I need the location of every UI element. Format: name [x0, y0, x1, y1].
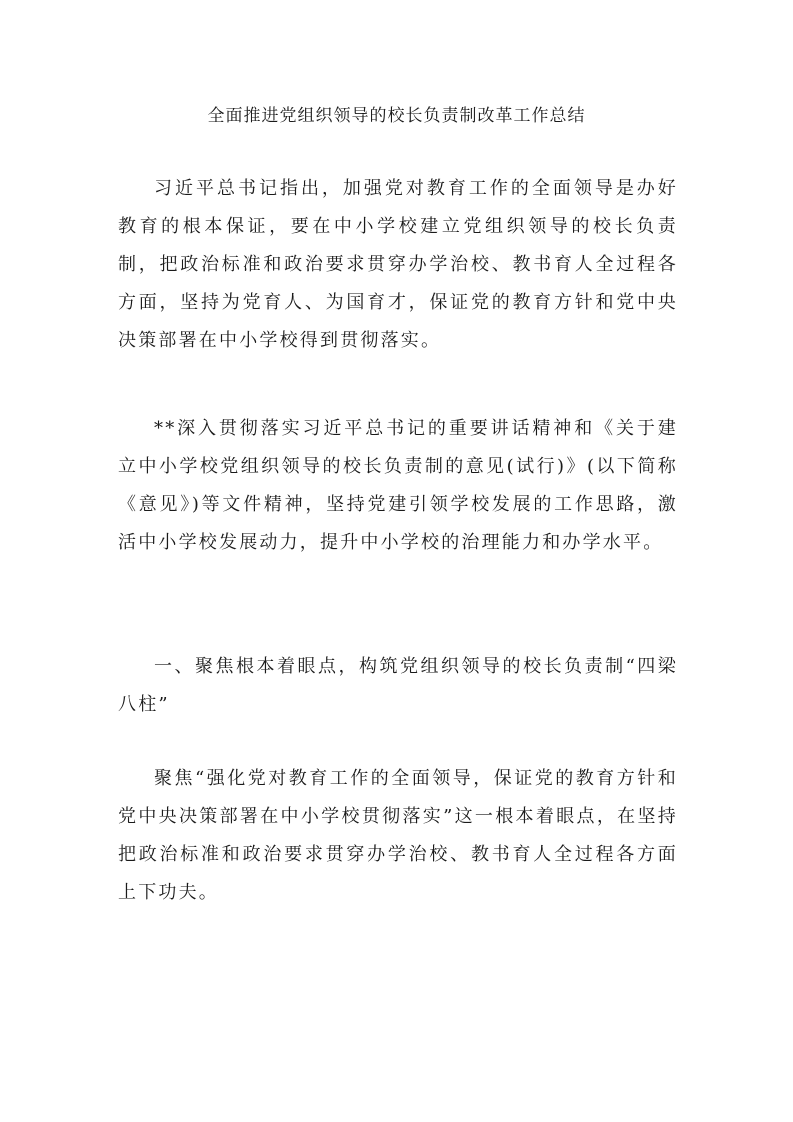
paragraph-implementation: **深入贯彻落实习近平总书记的重要讲话精神和《关于建立中小学校党组织领导的校长负责制的意见(试行)》(以下简称《意见》)等文件精神，坚持党建引领学校发展的工作思路，激活中小学校发展动力，提升中小学校的治理能力和办学水平。 [118, 418, 678, 553]
document-title: 全面推进党组织领导的校长负责制改革工作总结 [207, 106, 586, 126]
section-heading-1: 一、聚焦根本着眼点，构筑党组织领导的校长负责制“四梁八柱” [118, 656, 678, 715]
paragraph-section-1-body: 聚焦“强化党对教育工作的全面领导，保证党的教育方针和党中央决策部署在中小学校贯彻落实”这一根本着眼点，在坚持把政治标准和政治要求贯穿办学治校、教书育人全过程各方面上下功夫。 [118, 768, 678, 903]
paragraph-intro: 习近平总书记指出，加强党对教育工作的全面领导是办好教育的根本保证，要在中小学校建立党组织领导的校长负责制，把政治标准和政治要求贯穿办学治校、教书育人全过程各方面，坚持为党育人、为国育才，保证党的教育方针和党中央决策部署在中小学校得到贯彻落实。 [118, 178, 678, 351]
